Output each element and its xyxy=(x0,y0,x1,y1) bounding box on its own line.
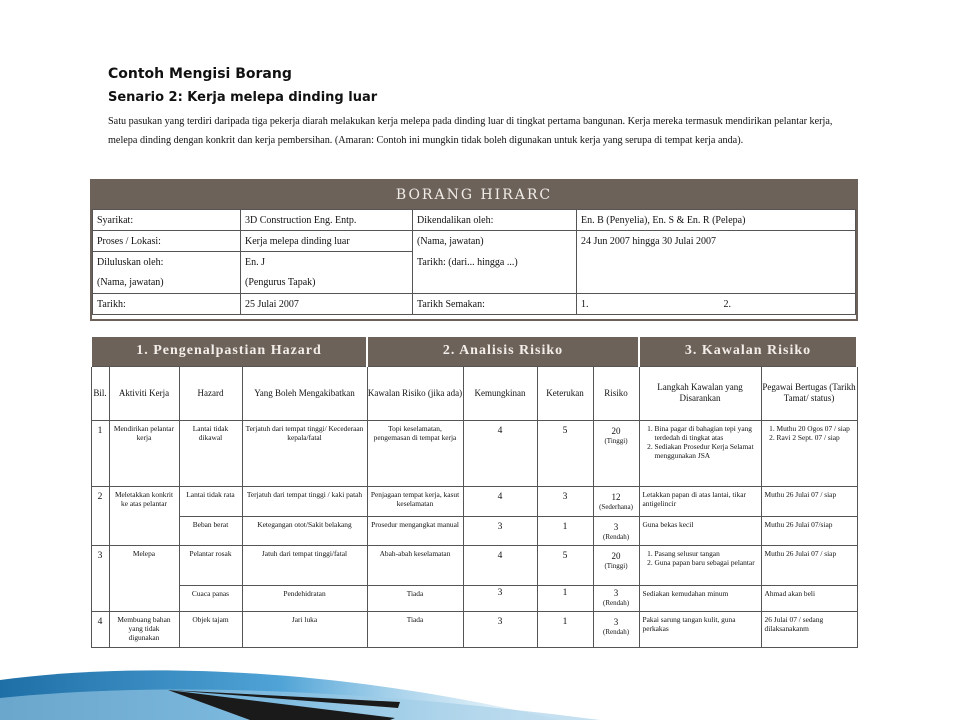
risiko-value: 3 xyxy=(613,521,619,532)
nama-jawatan-label: (Nama, jawatan) xyxy=(413,231,577,252)
row-hazard: Pelantar rosak xyxy=(179,545,242,585)
document-subtitle: Senario 2: Kerja melepa dinding luar xyxy=(108,90,378,105)
row-hazard: Lantai tidak dikawal xyxy=(179,420,242,486)
langkah-item: 1. Pasang selusur tangan xyxy=(655,549,758,558)
col-langkah: Langkah Kawalan yang Disarankan xyxy=(639,366,761,420)
row-kawalan: Prosedur mengangkat manual xyxy=(367,516,463,545)
row-kemungkinan: 3 xyxy=(463,516,537,545)
dikendalikan-label: Dikendalikan oleh: xyxy=(413,210,577,231)
row-kemungkinan: 3 xyxy=(463,585,537,611)
row-langkah xyxy=(639,420,761,486)
risiko-value: 20 xyxy=(611,425,621,436)
risiko-level: (Rendah) xyxy=(602,532,630,541)
risiko-value: 12 xyxy=(611,491,621,502)
row-hazard: Lantai tidak rata xyxy=(179,486,242,516)
row-keterukan: 1 xyxy=(537,516,593,545)
semakan-label: Tarikh Semakan: xyxy=(413,294,577,315)
row-kawalan: Tiada xyxy=(367,585,463,611)
row-pegawai: 26 Julai 07 / sedang dilaksanakanm xyxy=(761,611,857,647)
row-akibat: Jatuh dari tempat tinggi/fatal xyxy=(242,545,367,585)
semakan-1: 1. xyxy=(581,298,589,310)
borang-info-table xyxy=(92,209,856,315)
row-risiko xyxy=(593,486,639,516)
risiko-value: 3 xyxy=(613,587,619,598)
tarikh-value: 25 Julai 2007 xyxy=(241,294,413,315)
row-aktiviti: Mendirikan pelantar kerja xyxy=(109,420,179,486)
tarikh-label: Tarikh: xyxy=(93,294,241,315)
nama-jawatan-label-2: (Nama, jawatan) xyxy=(93,273,241,294)
row-aktiviti: Meletakkan konkrit ke atas pelantar xyxy=(109,486,179,545)
langkah-item: 2. Sediakan Prosedur Kerja Selamat menggunakan JSA xyxy=(655,442,758,460)
col-hazard: Hazard xyxy=(179,366,242,420)
col-aktiviti: Aktiviti Kerja xyxy=(109,366,179,420)
band-analisis: 2. Analisis Risiko xyxy=(367,336,639,366)
semakan-2: 2. xyxy=(723,298,731,310)
row-keterukan: 5 xyxy=(537,420,593,486)
row-akibat: Jari luka xyxy=(242,611,367,647)
row-kawalan: Tiada xyxy=(367,611,463,647)
col-pegawai: Pegawai Bertugas (Tarikh Tamat/ status) xyxy=(761,366,857,420)
row-akibat: Ketegangan otot/Sakit belakang xyxy=(242,516,367,545)
row-pegawai: Muthu 26 Julai 07/siap xyxy=(761,516,857,545)
row-langkah: Pakai sarung tangan kulit, guna perkakas xyxy=(639,611,761,647)
row-aktiviti: Melepa xyxy=(109,545,179,611)
risiko-value: 20 xyxy=(611,550,621,561)
col-kawalan: Kawalan Risiko (jika ada) xyxy=(367,366,463,420)
table-row xyxy=(91,420,857,486)
row-langkah xyxy=(639,545,761,585)
risiko-level: (Tinggi) xyxy=(604,561,628,570)
row-kemungkinan: 3 xyxy=(463,611,537,647)
col-risiko: Risiko xyxy=(593,366,639,420)
proses-value: Kerja melepa dinding luar xyxy=(241,231,413,252)
row-keterukan: 3 xyxy=(537,486,593,516)
tarikh-range-label: Tarikh: (dari... hingga ...) xyxy=(413,252,577,273)
row-risiko xyxy=(593,585,639,611)
row-risiko xyxy=(593,516,639,545)
risiko-value: 3 xyxy=(613,616,619,627)
col-bil: Bil. xyxy=(91,366,109,420)
row-pegawai: Muthu 26 Julai 07 / siap xyxy=(761,545,857,585)
col-kemungkinan: Kemungkinan xyxy=(463,366,537,420)
row-kawalan: Topi keselamatan, pengemasan di tempat kerja xyxy=(367,420,463,486)
row-aktiviti: Membuang bahan yang tidak digunakan xyxy=(109,611,179,647)
col-keterukan: Keterukan xyxy=(537,366,593,420)
slide-decoration xyxy=(0,640,960,720)
table-row xyxy=(91,486,857,516)
row-kawalan: Abah-abah keselamatan xyxy=(367,545,463,585)
row-kemungkinan: 4 xyxy=(463,545,537,585)
table-row xyxy=(91,585,857,611)
row-bil: 4 xyxy=(91,611,109,647)
syarikat-value: 3D Construction Eng. Entp. xyxy=(241,210,413,231)
row-bil: 2 xyxy=(91,486,109,545)
row-hazard: Beban berat xyxy=(179,516,242,545)
col-akibat: Yang Boleh Mengakibatkan xyxy=(242,366,367,420)
dikendalikan-value: En. B (Penyelia), En. S & En. R (Pelepa) xyxy=(577,210,856,231)
row-akibat: Pendehidratan xyxy=(242,585,367,611)
semakan-values xyxy=(577,294,856,315)
row-keterukan: 1 xyxy=(537,611,593,647)
row-bil: 1 xyxy=(91,420,109,486)
hirarc-table-container xyxy=(90,335,858,647)
band-hazard: 1. Pengenalpastian Hazard xyxy=(91,336,367,366)
borang-heading: BORANG HIRARC xyxy=(92,181,856,209)
risiko-level: (Tinggi) xyxy=(604,436,628,445)
risiko-level: (Rendah) xyxy=(602,598,630,607)
proses-label: Proses / Lokasi: xyxy=(93,231,241,252)
pegawai-item: 2. Ravi 2 Sept. 07 / siap xyxy=(777,433,854,442)
row-keterukan: 1 xyxy=(537,585,593,611)
diluluskan-value: En. J xyxy=(241,252,413,273)
diluluskan-label: Diluluskan oleh: xyxy=(93,252,241,273)
row-akibat: Terjatuh dari tempat tinggi/ Kecederaan kepala/fatal xyxy=(242,420,367,486)
pegawai-item: 1. Muthu 20 Ogos 07 / siap xyxy=(777,424,854,433)
borang-info-box xyxy=(90,179,858,321)
row-akibat: Terjatuh dari tempat tinggi / kaki patah xyxy=(242,486,367,516)
langkah-item: 1. Bina pagar di bahagian tepi yang terdedah di tingkat atas xyxy=(655,424,758,442)
row-hazard: Cuaca panas xyxy=(179,585,242,611)
row-keterukan: 5 xyxy=(537,545,593,585)
risiko-level: (Rendah) xyxy=(602,627,630,636)
row-langkah: Guna bekas kecil xyxy=(639,516,761,545)
langkah-item: 2. Guna papan baru sebagai pelantar xyxy=(655,558,758,567)
document-title: Contoh Mengisi Borang xyxy=(108,66,292,82)
risiko-level: (Sederhana) xyxy=(599,502,633,511)
row-pegawai: Muthu 26 Julai 07 / siap xyxy=(761,486,857,516)
row-risiko xyxy=(593,545,639,585)
row-langkah: Sediakan kemudahan minum xyxy=(639,585,761,611)
row-pegawai: Ahmad akan beli xyxy=(761,585,857,611)
table-row xyxy=(91,545,857,585)
row-langkah: Letakkan papan di atas lantai, tikar antigelincir xyxy=(639,486,761,516)
row-kawalan: Penjagaan tempat kerja, kasut keselamatan xyxy=(367,486,463,516)
row-bil: 3 xyxy=(91,545,109,611)
band-kawalan: 3. Kawalan Risiko xyxy=(639,336,857,366)
table-row xyxy=(91,516,857,545)
row-kemungkinan: 4 xyxy=(463,486,537,516)
syarikat-label: Syarikat: xyxy=(93,210,241,231)
row-risiko xyxy=(593,420,639,486)
scenario-paragraph: Satu pasukan yang terdiri daripada tiga pekerja diarah melakukan kerja melepa pada dinding luar di tingkat pertama bangunan. Kerja mereka termasuk mendirikan pelantar kerja, melepa dinding dengan konkrit dan kerja pembersihan. (Amaran: Contoh ini mungkin tidak boleh digunakan untuk kerja yang serupa di tempat kerja anda). xyxy=(108,116,833,146)
row-pegawai xyxy=(761,420,857,486)
row-hazard: Objek tajam xyxy=(179,611,242,647)
row-kemungkinan: 4 xyxy=(463,420,537,486)
pengurus-value: (Pengurus Tapak) xyxy=(241,273,413,294)
hirarc-table xyxy=(90,335,858,648)
tarikh-range-value: 24 Jun 2007 hingga 30 Julai 2007 xyxy=(577,231,856,252)
